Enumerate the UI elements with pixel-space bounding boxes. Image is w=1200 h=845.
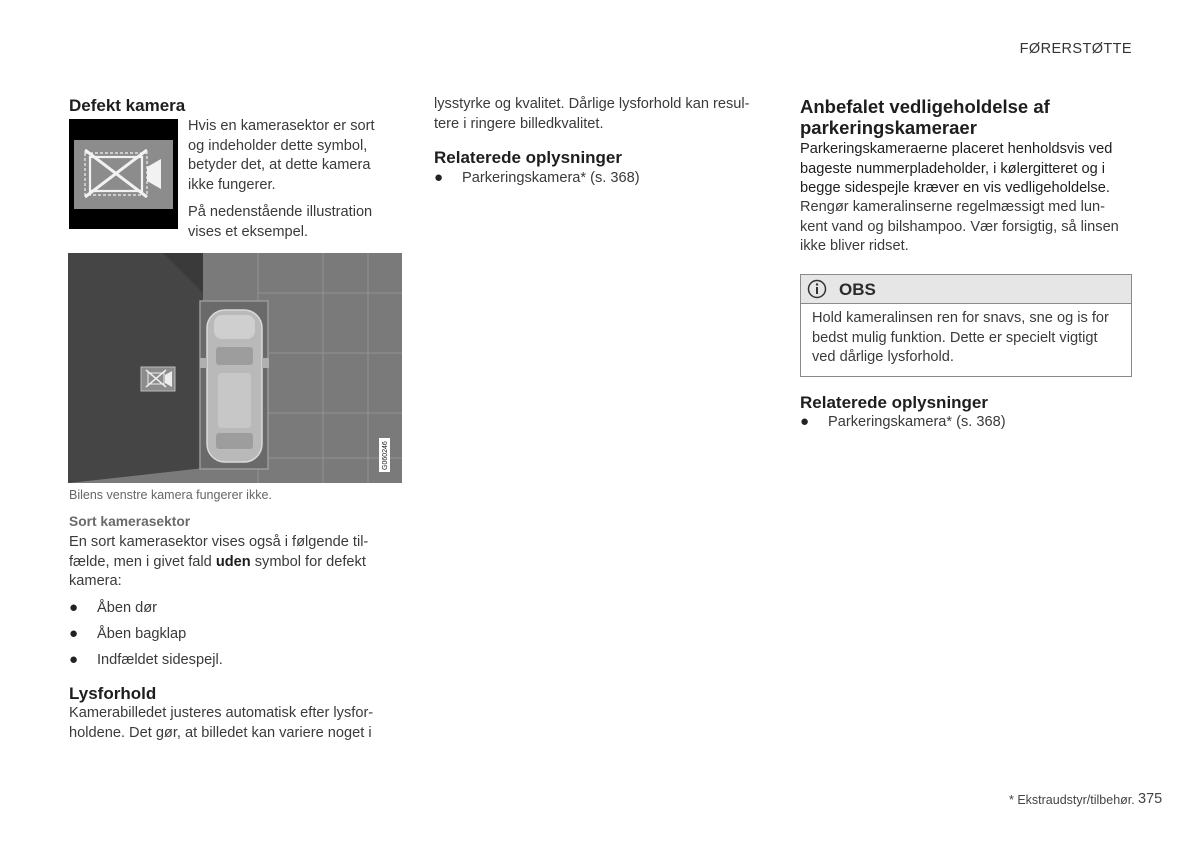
obs-note-box [800, 274, 1132, 377]
lysforhold-text: Kamerabilledet justeres automatisk efter lysfor- holdene. Det gør, at billedet kan variere noget i [69, 705, 374, 741]
sort-kamerasektor-text: En sort kamerasektor vises også i følgende til- fælde, men i givet fald uden symbol for defekt kamera: [69, 534, 369, 590]
info-icon [807, 279, 827, 299]
obs-title: OBS [839, 280, 876, 299]
heading-related-info: Relaterede oplysninger [434, 148, 623, 167]
section-header: FØRERSTØTTE [1019, 41, 1132, 57]
figure-caption: Bilens venstre kamera fungerer ikke. [69, 488, 272, 502]
heading-defekt-kamera: Defekt kamera [69, 96, 186, 115]
lysforhold-continued: lysstyrke og kvalitet. Dårlige lysforhold kan resul- tere i ringere billedkvalitet. [434, 96, 750, 132]
page-number: 375 [1138, 791, 1163, 807]
icon-description: Hvis en kamerasektor er sort og indeholder dette symbol, betyder det, at dette kamera ikke fungerer. [188, 118, 375, 193]
heading-vedligeholdelse: Anbefalet vedligeholdelse af parkeringskameraer [800, 96, 1050, 138]
camera-crossed-icon [69, 119, 178, 229]
figure-code: G060246 [382, 441, 389, 470]
obs-text: Hold kameralinsen ren for snavs, sne og is for bedst mulig funktion. Dette er specielt vigtigt ved dårlige lysforhold. [812, 310, 1109, 366]
vedligeholdelse-intro: Parkeringskameraerne placeret henholdsvis ved bageste nummerpladeholder, i kølergitteret og i begge sidespejle kræver en vis vedligeholdelse. [800, 141, 1113, 197]
heading-related-info: Relaterede oplysninger [800, 393, 989, 412]
subheading-sort-kamerasektor: Sort kamerasektor [69, 514, 191, 529]
obs-header [801, 275, 1131, 304]
vedligeholdelse-text: Rengør kameralinserne regelmæssigt med lun- kent vand og bilshampoo. Vær forsigtig, så linsen ikke bliver ridset. [800, 199, 1119, 255]
footnote: * Ekstraudstyr/tilbehør. [1009, 793, 1135, 807]
illustration-intro: På nedenstående illustration vises et eksempel. [188, 204, 373, 240]
camera-defect-symbol [69, 119, 178, 229]
heading-lysforhold: Lysforhold [69, 684, 157, 703]
camera-view-illustration [68, 253, 402, 483]
